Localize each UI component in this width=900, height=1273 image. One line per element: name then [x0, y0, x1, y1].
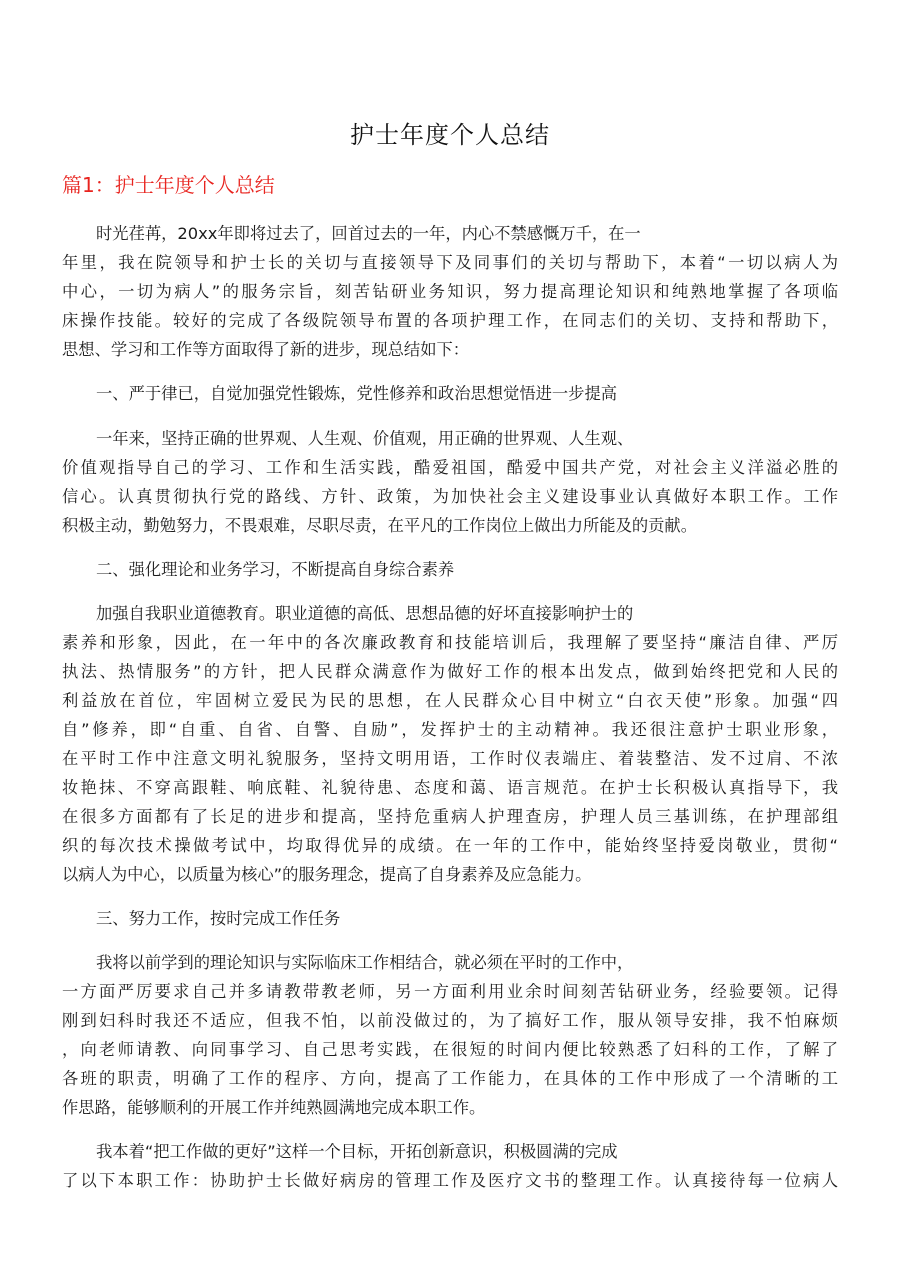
paragraph-line: 刚到妇科时我还不适应，但我不怕，以前没做过的，为了搞好工作，服从领导安排，我不怕麻烦 — [62, 1011, 838, 1030]
paragraph-line: 价值观指导自己的学习、工作和生活实践，酷爱祖国，酷爱中国共产党，对社会主义洋溢必胜的 — [62, 458, 838, 477]
paragraph-line: 了以下本职工作：协助护士长做好病房的管理工作及医疗文书的整理工作。认真接待每一位病人 — [62, 1171, 838, 1190]
paragraph-line: 信心。认真贯彻执行党的路线、方针、政策，为加快社会主义建设事业认真做好本职工作。工作 — [62, 487, 838, 506]
paragraph-line: 我将以前学到的理论知识与实际临床工作相结合，就必须在平时的工作中， — [96, 953, 634, 972]
paragraph-line: 在平时工作中注意文明礼貌服务，坚持文明用语，工作时仪表端庄、着装整洁、发不过肩、不浓 — [62, 749, 838, 768]
paragraph-line: 我本着“把工作做的更好”这样一个目标，开拓创新意识，积极圆满的完成 — [96, 1142, 618, 1161]
paragraph-line: 执法、热情服务”的方针，把人民群众满意作为做好工作的根本出发点，做到始终把党和人民的 — [62, 662, 838, 681]
subheading-line: 一、严于律已，自觉加强党性锻炼，党性修养和政治思想觉悟进一步提高 — [96, 384, 618, 403]
section-heading: 篇1：护士年度个人总结 — [62, 173, 275, 197]
paragraph-line: 以病人为中心，以质量为核心”的服务理念，提高了自身素养及应急能力。 — [62, 865, 592, 884]
paragraph-line: 在很多方面都有了长足的进步和提高，坚持危重病人护理查房，护理人员三基训练，在护理部组 — [62, 807, 838, 826]
paragraph-line: 一方面严厉要求自己并多请教带教老师，另一方面利用业余时间刻苦钻研业务，经验要领。记得 — [62, 982, 838, 1001]
paragraph-line: 床操作技能。较好的完成了各级院领导布置的各项护理工作，在同志们的关切、支持和帮助下， — [62, 311, 838, 330]
page-title: 护士年度个人总结 — [350, 121, 550, 149]
paragraph-line: 妆艳抹、不穿高跟鞋、响底鞋、礼貌待患、态度和蔼、语言规范。在护士长积极认真指导下，我 — [62, 778, 838, 797]
paragraph-line: 织的每次技术操做考试中，均取得优异的成绩。在一年的工作中，能始终坚持爱岗敬业，贯彻“ — [62, 836, 838, 855]
paragraph-line: 一年来，坚持正确的世界观、人生观、价值观，用正确的世界观、人生观、 — [96, 429, 634, 448]
paragraph-line: 积极主动，勤勉努力，不畏艰难，尽职尽责，在平凡的工作岗位上做出力所能及的贡献。 — [62, 516, 697, 535]
paragraph-line: 思想、学习和工作等方面取得了新的进步，现总结如下： — [62, 340, 470, 359]
paragraph-line: 加强自我职业道德教育。职业道德的高低、思想品德的好坏直接影响护士的 — [96, 604, 634, 623]
paragraph-line: 自”修养，即“自重、自省、自警、自励”，发挥护士的主动精神。我还很注意护士职业形象， — [62, 720, 838, 739]
paragraph-line: ，向老师请教、向同事学习、自己思考实践，在很短的时间内便比较熟悉了妇科的工作，了解了 — [62, 1040, 838, 1059]
paragraph-line: 时光荏苒，20xx年即将过去了，回首过去的一年，内心不禁感慨万千，在一 — [96, 224, 641, 243]
paragraph-line: 素养和形象，因此，在一年中的各次廉政教育和技能培训后，我理解了要坚持“廉洁自律、严厉 — [62, 633, 838, 652]
subheading-line: 三、努力工作，按时完成工作任务 — [96, 909, 341, 928]
subheading-line: 二、强化理论和业务学习，不断提高自身综合素养 — [96, 560, 455, 579]
paragraph-line: 作思路，能够顺利的开展工作并纯熟圆满地完成本职工作。 — [62, 1098, 486, 1117]
paragraph-line: 年里，我在院领导和护士长的关切与直接领导下及同事们的关切与帮助下，本着“一切以病人为 — [62, 253, 838, 272]
paragraph-line: 利益放在首位，牢固树立爱民为民的思想，在人民群众心目中树立“白衣天使”形象。加强“四 — [62, 691, 838, 710]
paragraph-line: 中心，一切为病人”的服务宗旨，刻苦钻研业务知识，努力提高理论知识和纯熟地掌握了各项临 — [62, 282, 838, 301]
paragraph-line: 各班的职责，明确了工作的程序、方向，提高了工作能力，在具体的工作中形成了一个清晰的工 — [62, 1069, 838, 1088]
